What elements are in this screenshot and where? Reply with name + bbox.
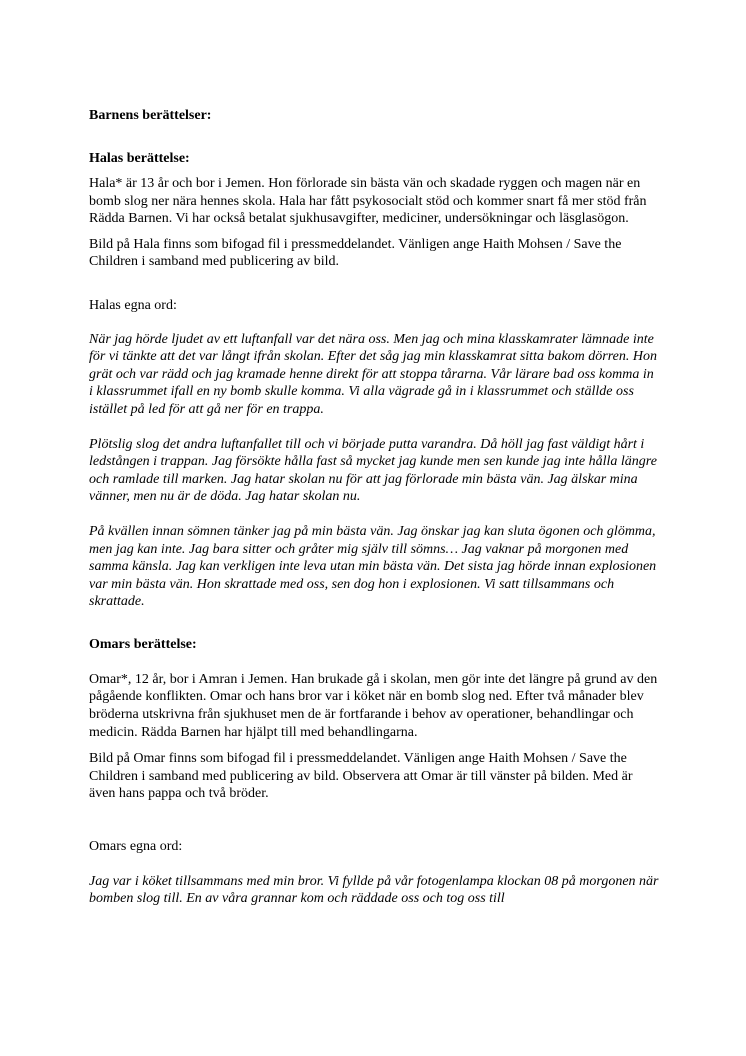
hala-quote-1: När jag hörde ljudet av ett luftanfall var det nära oss. Men jag och mina klasskamrater lämnade inte för vi tänkte att det var långt ifrån skolan. Efter det såg jag min klasskamrat sitta bakom dörren. Hon grät och var rädd och jag kramade henne direkt för att stoppa tårarna. Vår lärare bad oss komma in i klassrummet ifall en ny bomb skulle komma. Vi alla vägrade gå in i klassrummet och ställde oss istället på led för att gå ner för en trappa.	[89, 331, 657, 417]
omar-own-words-label: Omars egna ord:	[89, 839, 183, 855]
hala-own-words-label: Halas egna ord:	[89, 297, 177, 313]
omar-photo-note: Bild på Omar finns som bifogad fil i pressmeddelandet. Vänligen ange Haith Mohsen / Save the Children i samband med publicering av bild. Observera att Omar är till vänster på bilden. Med är även hans pappa och två bröder.	[89, 751, 633, 802]
omar-heading: Omars berättelse:	[89, 636, 197, 652]
hala-quote-2: Plötslig slog det andra luftanfallet till och vi började putta varandra. Då höll jag fast väldigt hårt i ledstången i trappan. Jag försökte hålla fast så mycket jag kunde men sen kunde jag inte hålla längre och ramlade till marken. Jag hatar skolan nu för att jag förlorade min bästa vän. Jag älskar mina vänner, men nu är de döda. Jag hatar skolan nu.	[89, 436, 657, 505]
omar-intro: Omar*, 12 år, bor i Amran i Jemen. Han brukade gå i skolan, men gör inte det längre på grund av den pågående konflikten. Omar och hans bror var i köket när en bomb slog ned. Efter två månader blev bröderna utskrivna från sjukhuset men de är fortfarande i behov av operationer, behandlingar och medicin. Rädda Barnen har hjälpt till med behandlingarna.	[89, 671, 658, 740]
hala-heading: Halas berättelse:	[89, 151, 190, 166]
document-page	[89, 107, 661, 908]
hala-intro: Hala* är 13 år och bor i Jemen. Hon förlorade sin bästa vän och skadade ryggen och magen när en bomb slog ner nära hennes skola. Hala har fått psykosocialt stöd och kommer snart få mer stöd från Rädda Barnen. Vi har också betalat sjukhusavgifter, mediciner, undersökningar och läsglasögon.	[89, 176, 647, 227]
hala-quote-3: På kvällen innan sömnen tänker jag på min bästa vän. Jag önskar jag kan sluta ögonen och glömma, men jag kan inte. Jag bara sitter och gråter mig själv till sömns… Jag vaknar på morgonen med samma känsla. Jag kan verkligen inte leva utan min bästa vän. Det sista jag hörde innan explosionen var min bästa vän. Hon skrattade med oss, sen dog hon i explosionen. Vi satt tillsammans och skrattade.	[89, 523, 657, 610]
main-heading: Barnens berättelser:	[89, 108, 212, 123]
hala-photo-note: Bild på Hala finns som bifogad fil i pressmeddelandet. Vänligen ange Haith Mohsen / Save the Children i samband med publicering av bild.	[89, 236, 622, 270]
omar-quote-1: Jag var i köket tillsammans med min bror. Vi fyllde på vår fotogenlampa klockan 08 på morgonen när bomben slog till. En av våra grannar kom och räddade oss och tog oss till	[89, 873, 659, 907]
